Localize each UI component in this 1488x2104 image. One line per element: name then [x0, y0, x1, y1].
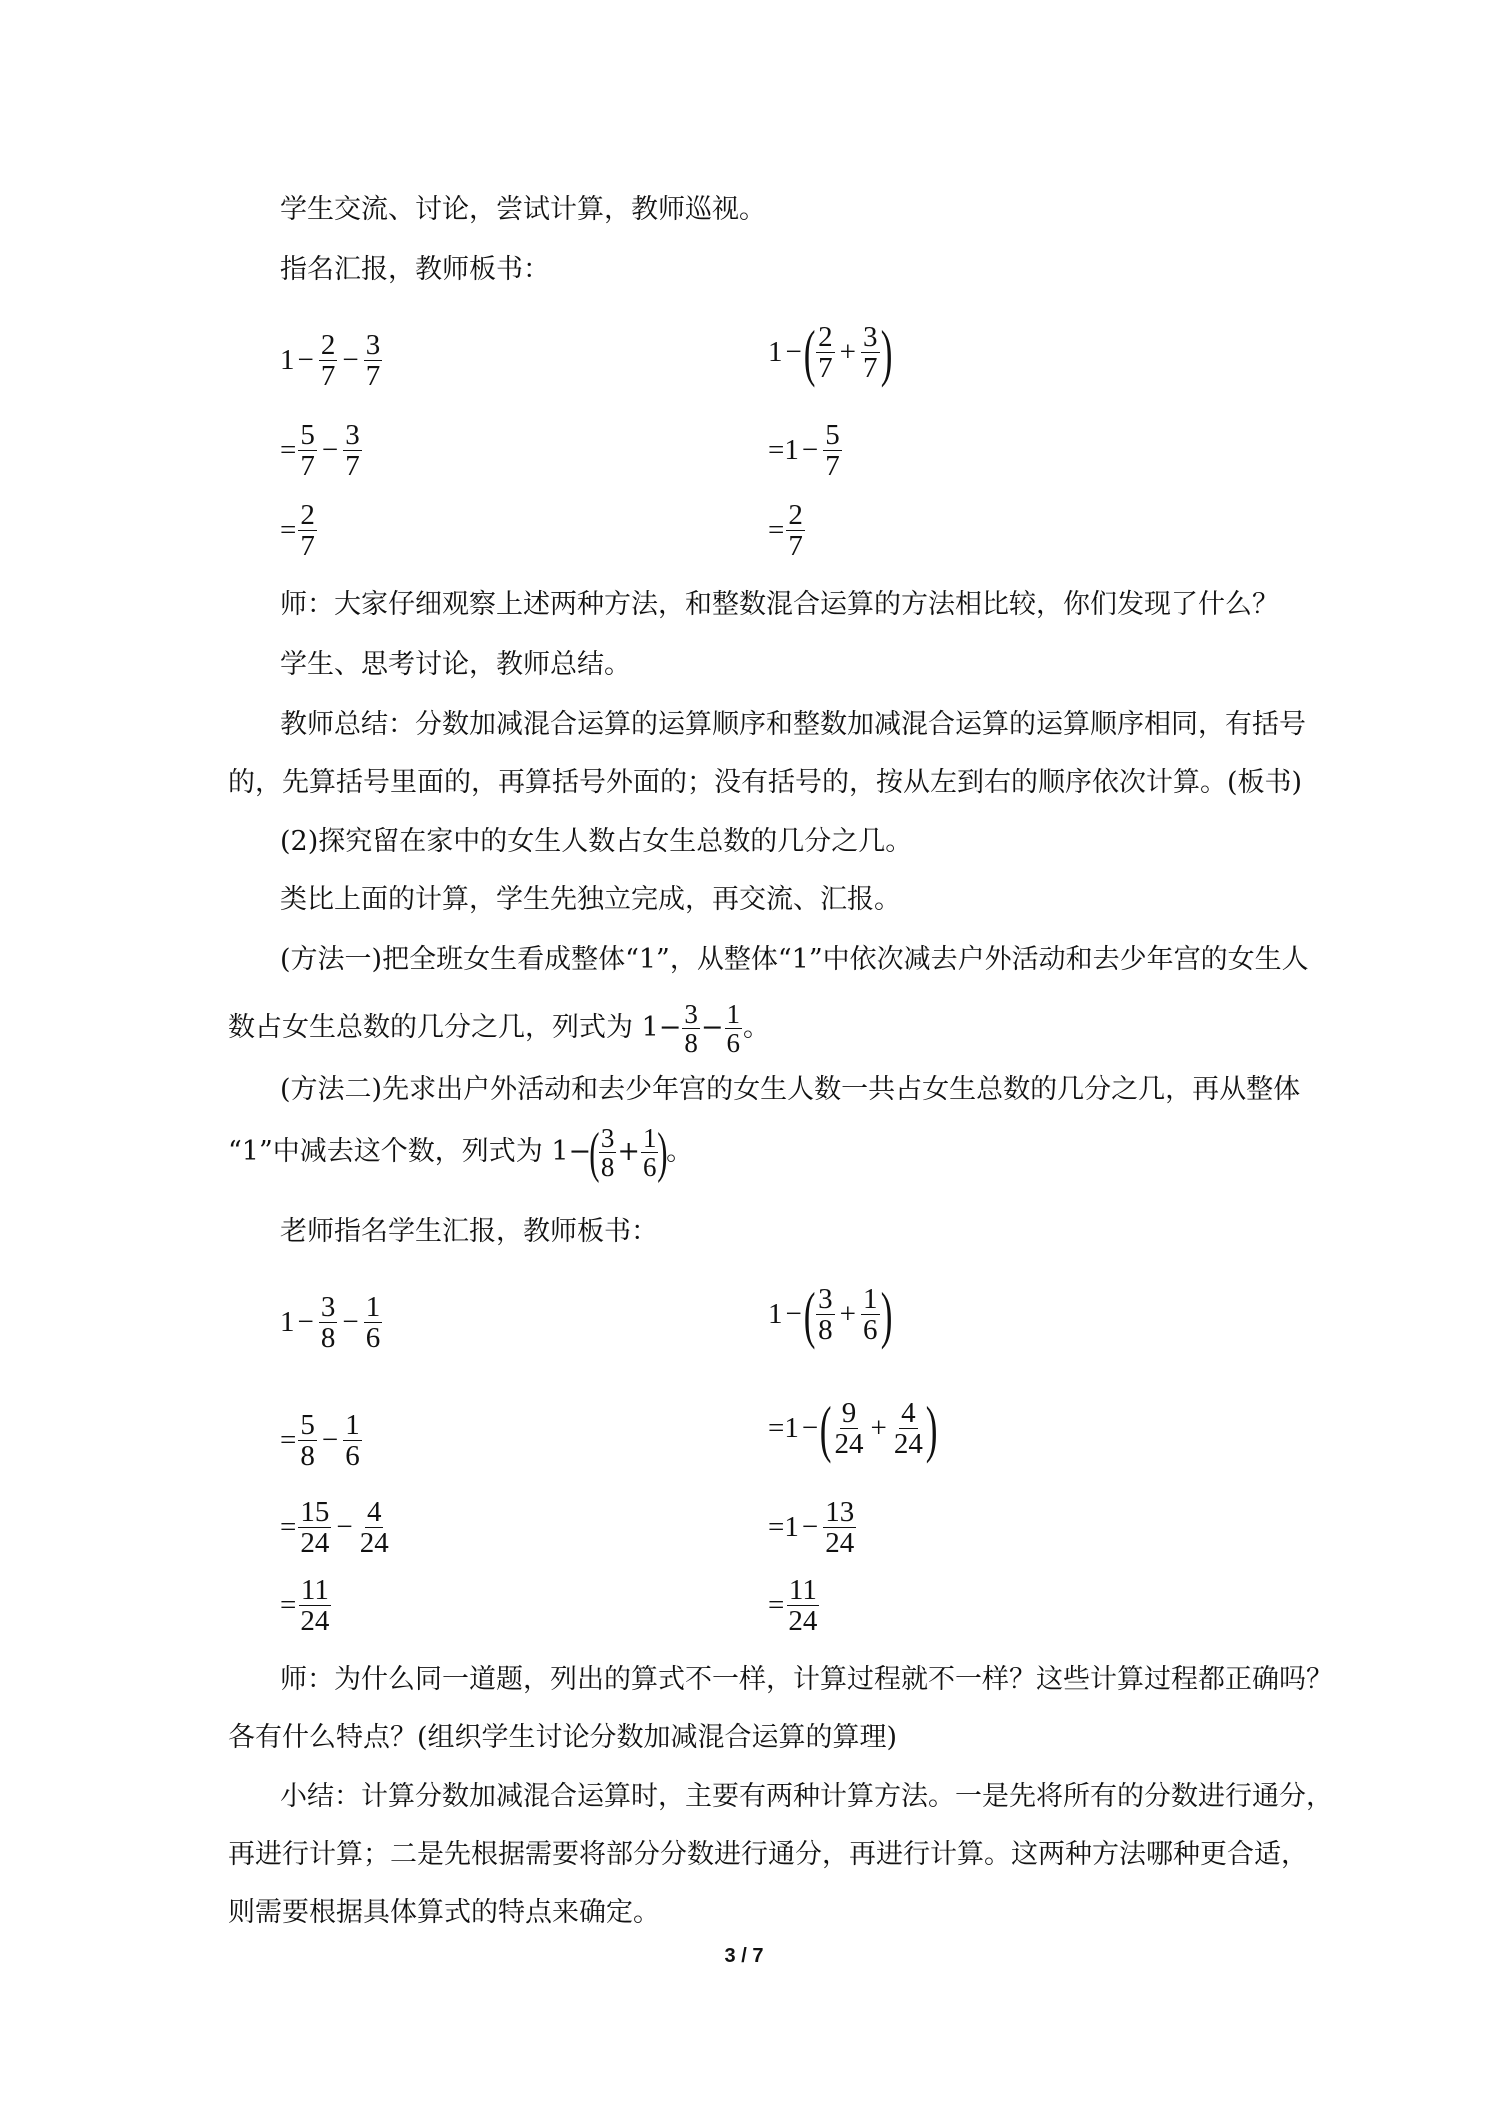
paragraph: 的，先算括号里面的，再算括号外面的；没有括号的，按从左到右的顺序依次计算。(板书): [228, 767, 1303, 798]
equation-line: = $\frac{11}{24}$: [768, 1574, 818, 1637]
page-number: 3 / 7: [724, 1945, 764, 1967]
equation-line: = $\frac{2}{7}$: [280, 499, 315, 562]
equation-line: = $\frac{5}{8}$ − $\frac{1}{6}$: [280, 1409, 360, 1472]
paragraph: 数占女生总数的几分之几，列式为 1− $\frac{3}{8}$ − $\frac{1}{6}$ 。: [228, 999, 771, 1058]
paragraph: 学生交流、讨论，尝试计算，教师巡视。: [280, 194, 766, 225]
paragraph: 小结：计算分数加减混合运算时，主要有两种计算方法。一是先将所有的分数进行通分，: [280, 1781, 1333, 1812]
equation-line: =1 −( $\frac{9}{24}$ + $\frac{4}{24}$ ): [768, 1392, 938, 1464]
paragraph: 指名汇报，教师板书：: [280, 254, 550, 285]
paragraph: 师：为什么同一道题，列出的算式不一样，计算过程就不一样？这些计算过程都正确吗？: [280, 1664, 1333, 1695]
equation-line: =1 − $\frac{13}{24}$: [768, 1496, 855, 1559]
paragraph: 师：大家仔细观察上述两种方法，和整数混合运算的方法相比较，你们发现了什么？: [280, 589, 1279, 620]
equation-line: 1 − $\frac{2}{7}$ − $\frac{3}{7}$: [280, 329, 381, 392]
paragraph: (方法一)把全班女生看成整体“1”，从整体“1”中依次减去户外活动和去少年宫的女生人: [280, 944, 1309, 975]
equation-line: = $\frac{15}{24}$ − $\frac{4}{24}$: [280, 1496, 389, 1559]
equation-line: =1 − $\frac{5}{7}$: [768, 419, 840, 482]
equation-line: 1 − $\frac{3}{8}$ − $\frac{1}{6}$: [280, 1291, 381, 1354]
equation-line: = $\frac{5}{7}$ − $\frac{3}{7}$: [280, 419, 360, 482]
paragraph: 则需要根据具体算式的特点来确定。: [228, 1897, 660, 1928]
equation-line: 1 −( $\frac{3}{8}$ + $\frac{1}{6}$ ): [768, 1278, 893, 1350]
paragraph: (方法二)先求出户外活动和去少年宫的女生人数一共占女生总数的几分之几，再从整体: [280, 1074, 1301, 1105]
paragraph: “1”中减去这个数，列式为 1−( $\frac{3}{8}$ + $\frac{1}{6}$ )。: [228, 1121, 694, 1184]
paragraph: 教师总结：分数加减混合运算的运算顺序和整数加减混合运算的运算顺序相同，有括号: [280, 709, 1306, 740]
paragraph: 再进行计算；二是先根据需要将部分分数进行通分，再进行计算。这两种方法哪种更合适，: [228, 1839, 1308, 1870]
paragraph: 各有什么特点？(组织学生讨论分数加减混合运算的算理): [228, 1722, 898, 1753]
equation-line: = $\frac{2}{7}$: [768, 499, 803, 562]
paragraph: 类比上面的计算，学生先独立完成，再交流、汇报。: [280, 884, 901, 915]
equation-line: = $\frac{11}{24}$: [280, 1574, 330, 1637]
equation-line: 1 −( $\frac{2}{7}$ + $\frac{3}{7}$ ): [768, 316, 893, 388]
paragraph: 老师指名学生汇报，教师板书：: [280, 1216, 658, 1247]
paragraph: 学生、思考讨论，教师总结。: [280, 649, 631, 680]
paragraph: (2)探究留在家中的女生人数占女生总数的几分之几。: [280, 826, 913, 857]
